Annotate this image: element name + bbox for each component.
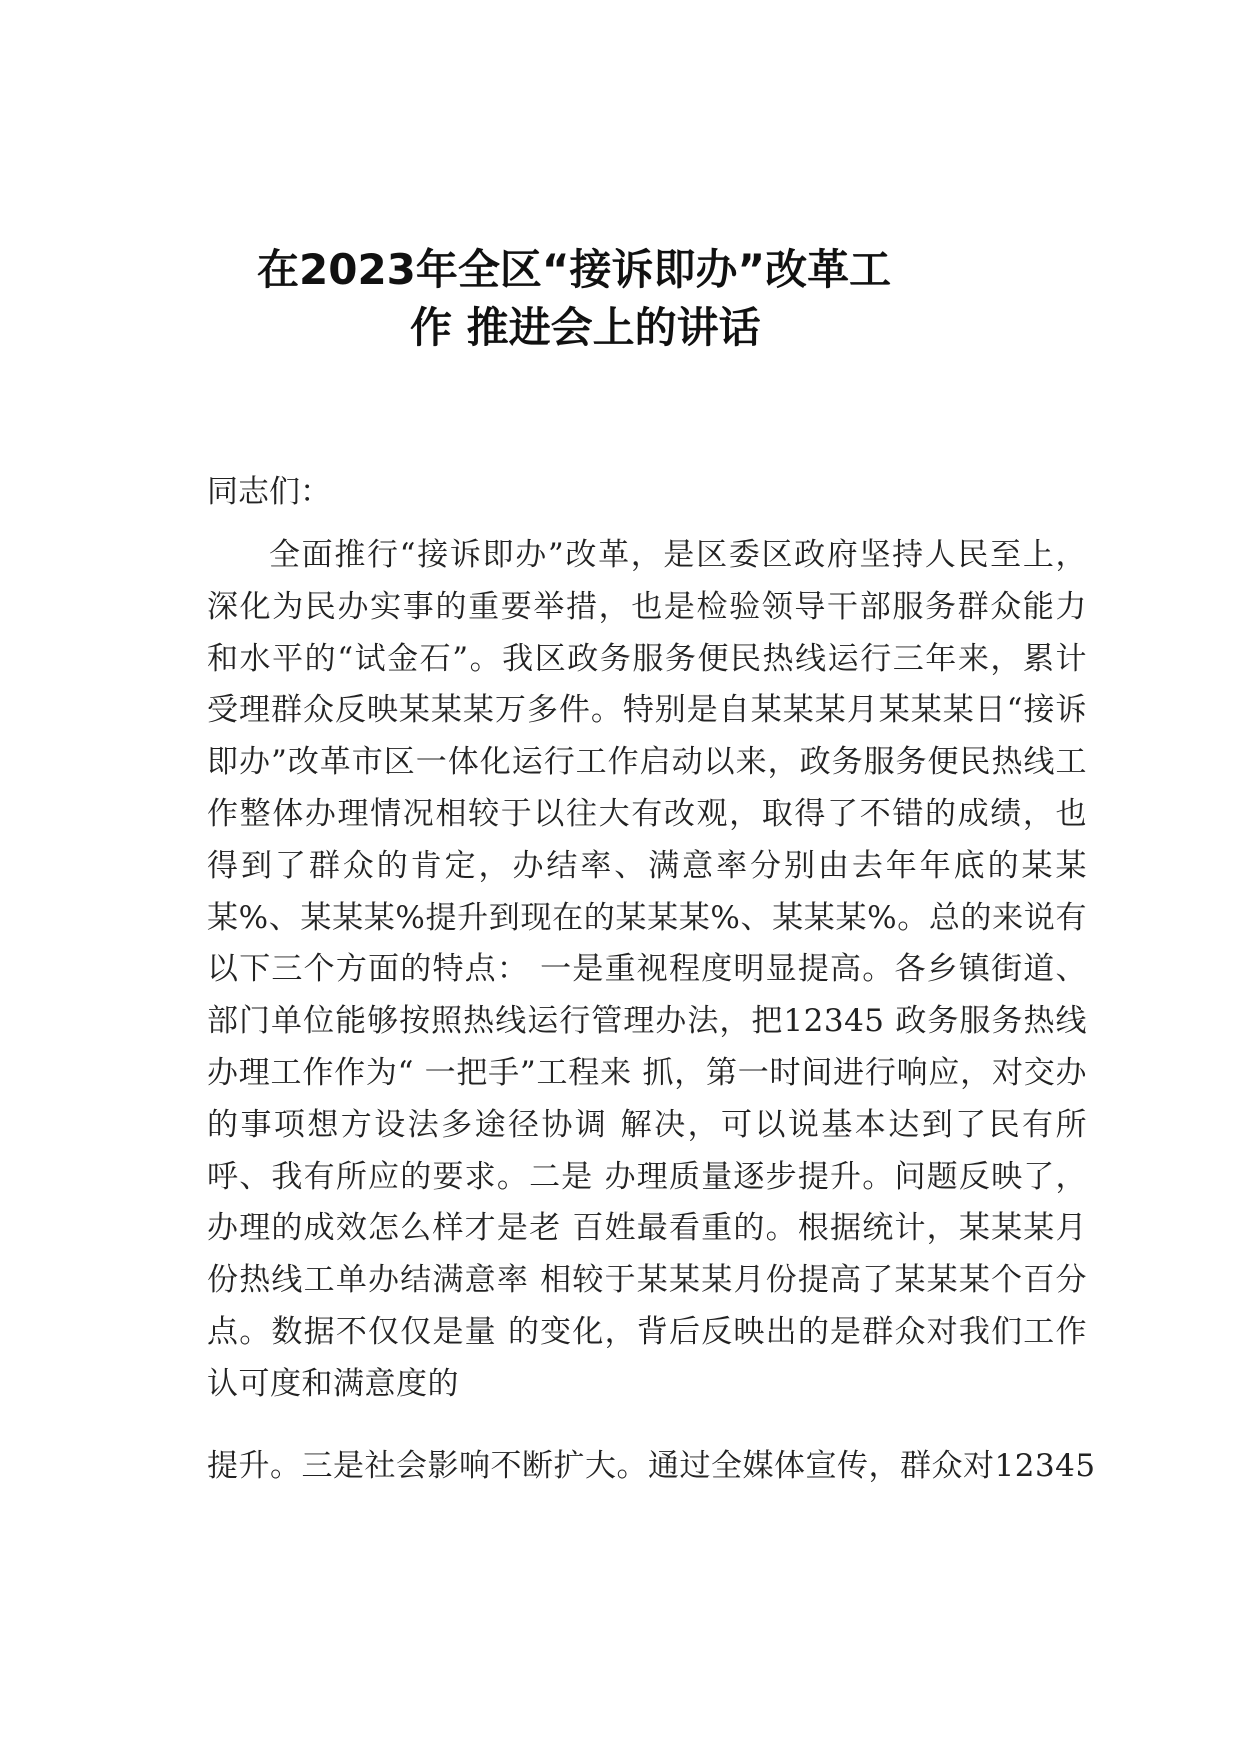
- body-paragraph: 全面推行“接诉即办”改革，是区委区政府坚持人民至上，深化为民办实事的重要举措，也是检验领导干部服务群众能力和水平的“试金石”。我区政务服务便民热线运行三年来，累计受理群众反映某某某万多件。特别是自某某某月某某某日“接诉即办”改革市区一体化运行工作启动以来，政务服务便民热线工作整体办理情况相较于以往大有改观，取得了不错的成绩，也得到了群众的肯定，办结率、满意率分别由去年年底的某某某%、某某某%提升到现在的某某某%、某某某%。总的来说有以下三个方面的特点： 一是重视程度明显提高。各乡镇街道、部门单位能够按照热线运行管理办法，把12345 政务服务热线办理工作作为“ 一把手”工程来 抓，第一时间进行响应，对交办的事项想方设法多途径协调 解决，可以说基本达到了民有所呼、我有所应的要求。二是 办理质量逐步提升。问题反映了，办理的成效怎么样才是老 百姓最看重的。根据统计，某某某月份热线工单办结满意率 相较于某某某月份提高了某某某个百分点。数据不仅仅是量 的变化，背后反映出的是群众对我们工作认可度和满意度的: [207, 537, 1087, 1402]
- body-paragraph-continued: 提升。三是社会影响不断扩大。通过全媒体宣传，群众对12345: [207, 1448, 1096, 1484]
- document-title-line-1: 在2023年全区“接诉即办”改革工: [257, 245, 892, 294]
- document-title-line-2: 作 推进会上的讲话: [410, 303, 761, 352]
- salutation: 同志们：: [207, 474, 331, 510]
